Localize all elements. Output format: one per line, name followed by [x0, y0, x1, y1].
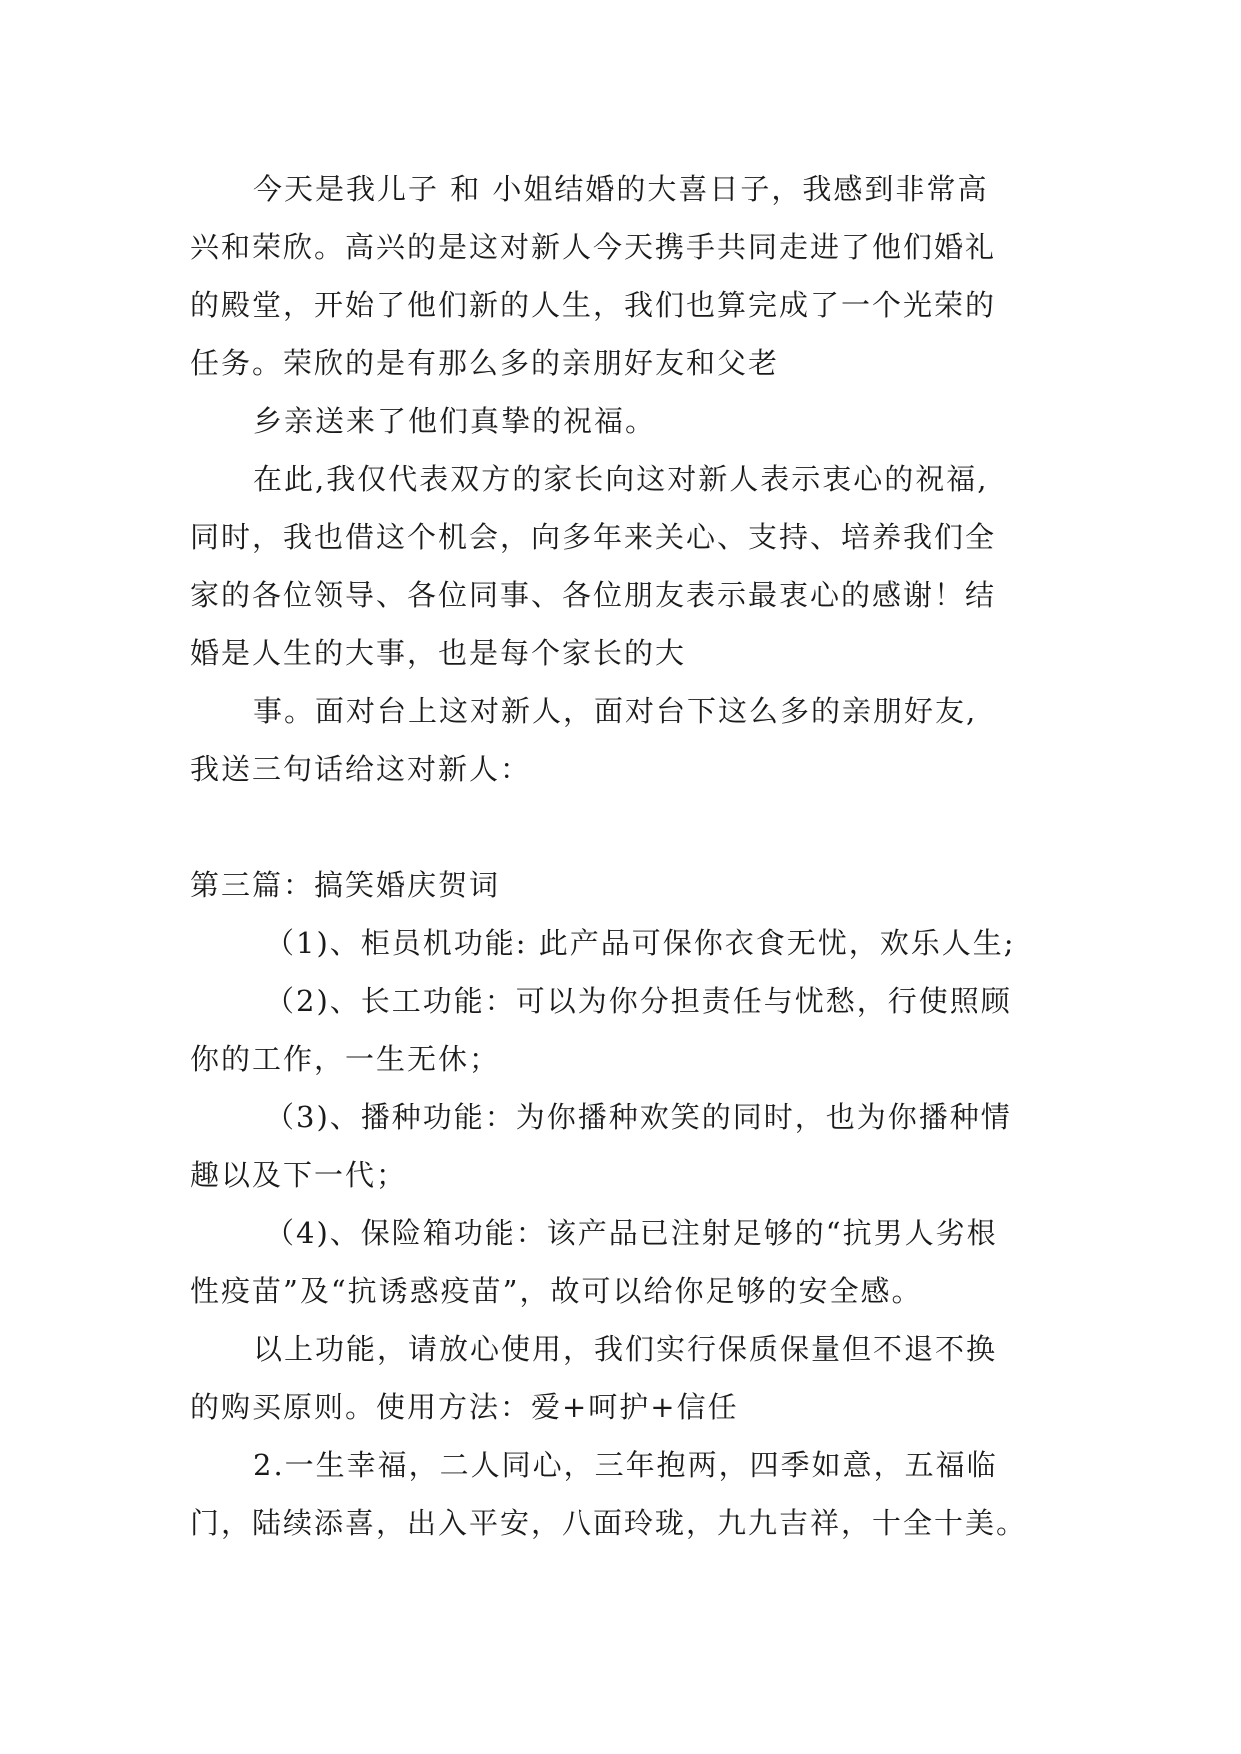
paragraph-line: 在此,我仅代表双方的家长向这对新人表示衷心的祝福, [253, 462, 989, 496]
paragraph-line: 同时，我也借这个机会，向多年来关心、支持、培养我们全 [190, 520, 997, 554]
paragraph-line: 婚是人生的大事，也是每个家长的大 [190, 636, 687, 670]
blank-line [190, 798, 1050, 856]
paragraph-line: 2.一生幸福，二人同心，三年抱两，四季如意，五福临 [253, 1448, 998, 1482]
paragraph-line: 我送三句话给这对新人： [190, 752, 532, 786]
paragraph-line: 门，陆续添喜，出入平安，八面玲珑，九九吉祥，十全十美。 [190, 1506, 1028, 1540]
paragraph-line: 以上功能，请放心使用，我们实行保质保量但不退不换 [253, 1332, 998, 1366]
paragraph-line: 乡亲送来了他们真挚的祝福。 [253, 404, 657, 438]
paragraph-line: 任务。荣欣的是有那么多的亲朋好友和父老 [190, 346, 780, 380]
paragraph-line: 趣以及下一代； [190, 1158, 408, 1192]
paragraph-line: （1)、柜员机功能: 此产品可保你衣食无忧，欢乐人生; [265, 926, 1016, 960]
section-heading: 第三篇：搞笑婚庆贺词 [190, 868, 501, 902]
document-body [190, 160, 1050, 1552]
paragraph-line: 事。面对台上这对新人，面对台下这么多的亲朋好友, [253, 694, 978, 728]
paragraph-line: （4)、保险箱功能：该产品已注射足够的“抗男人劣根 [265, 1216, 998, 1250]
paragraph-line: 性疫苗”及“抗诱惑疫苗”，故可以给你足够的安全感。 [190, 1274, 923, 1308]
paragraph-line: 今天是我儿子 和 小姐结婚的大喜日子，我感到非常高 [253, 172, 989, 206]
paragraph-line: （2)、长工功能：可以为你分担责任与忧愁，行使照顾 [265, 984, 1012, 1018]
paragraph-line: 的殿堂，开始了他们新的人生，我们也算完成了一个光荣的 [190, 288, 997, 322]
paragraph-line: 你的工作，一生无休； [190, 1042, 501, 1076]
paragraph-line: 家的各位领导、各位同事、各位朋友表示最衷心的感谢！结 [190, 578, 997, 612]
paragraph-line: 的购买原则。使用方法：爱+呵护+信任 [190, 1390, 739, 1424]
paragraph-line: 兴和荣欣。高兴的是这对新人今天携手共同走进了他们婚礼 [190, 230, 997, 264]
paragraph-line: （3)、播种功能：为你播种欢笑的同时，也为你播种情 [265, 1100, 1012, 1134]
